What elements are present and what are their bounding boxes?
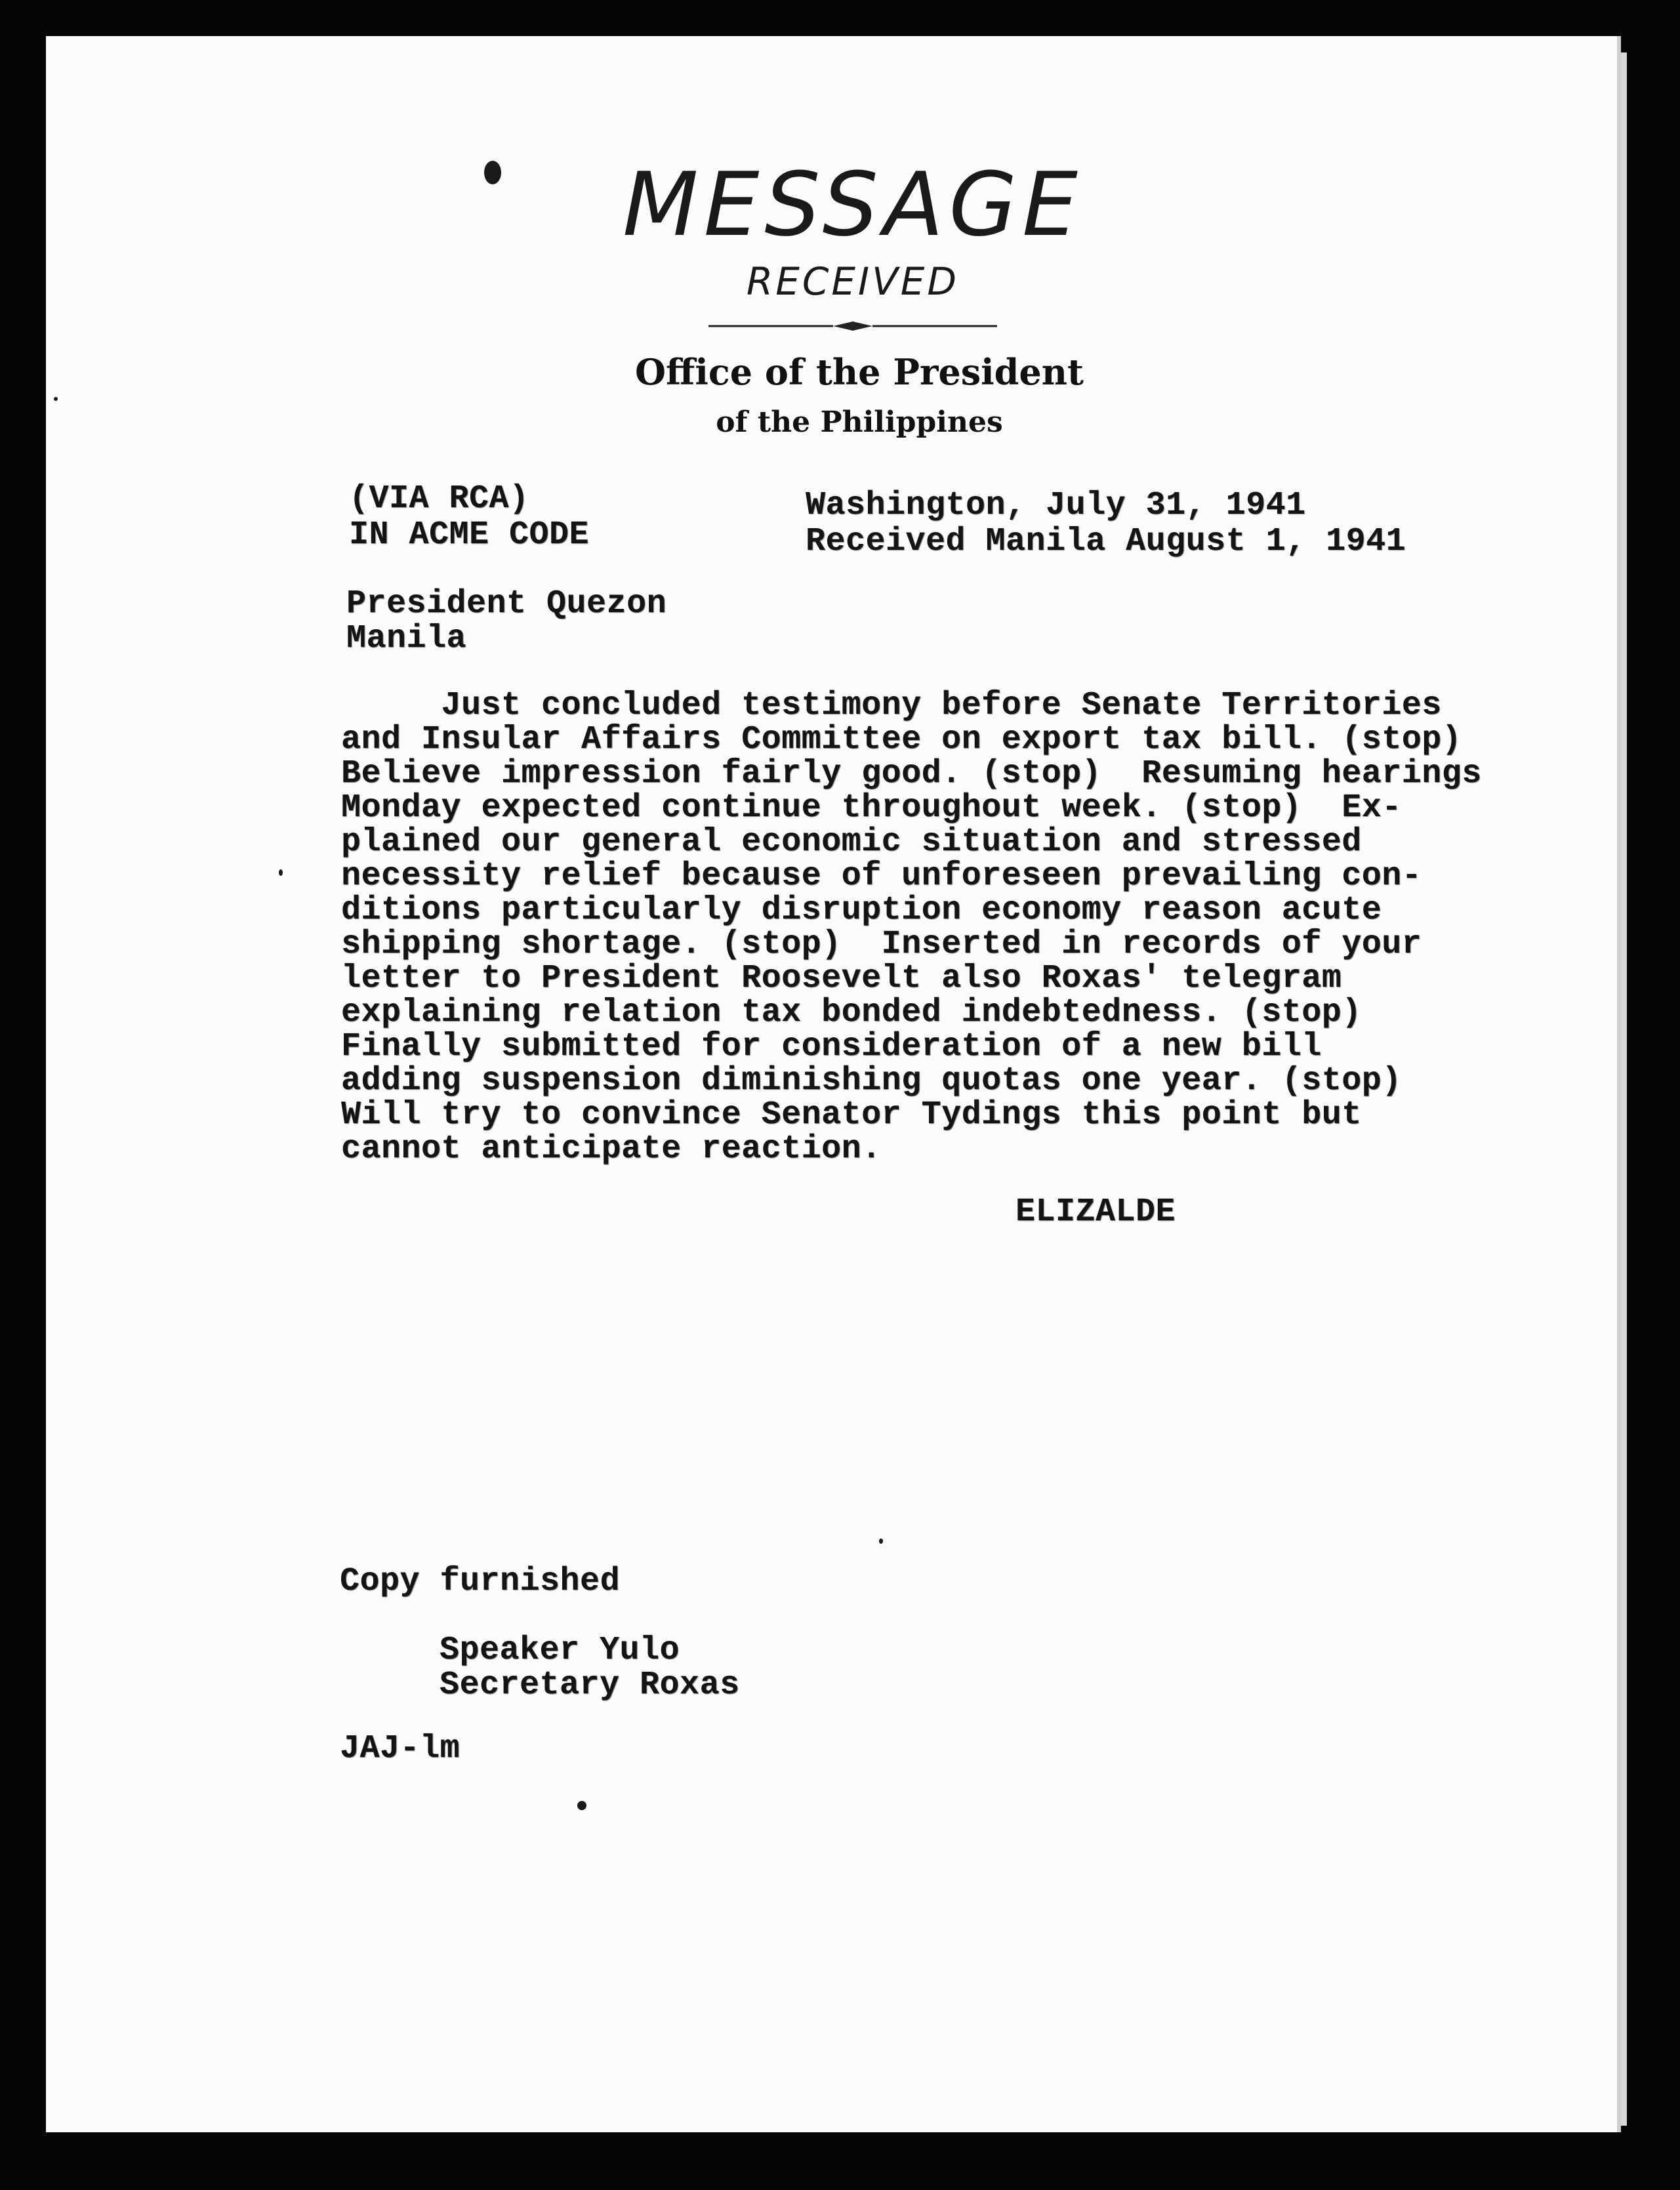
ink-blot bbox=[484, 161, 501, 184]
body-line: Believe impression fairly good. (stop) Resuming hearings bbox=[341, 755, 1482, 793]
ink-speck bbox=[577, 1801, 586, 1810]
masthead-ornament bbox=[708, 321, 997, 331]
body-line: shipping shortage. (stop) Inserted in records of your bbox=[341, 926, 1422, 963]
code-type: IN ACME CODE bbox=[349, 516, 590, 554]
body-line: Just concluded testimony before Senate Territories bbox=[341, 687, 1442, 724]
ink-speck bbox=[879, 1539, 883, 1544]
body-line: necessity relief because of unforeseen prevailing con- bbox=[341, 857, 1422, 895]
copy-recipient: Speaker Yulo bbox=[440, 1632, 680, 1669]
origin-date: Washington, July 31, 1941 bbox=[806, 487, 1306, 524]
body-line: Finally submitted for consideration of a new bill bbox=[341, 1028, 1322, 1065]
body-line: and Insular Affairs Committee on export tax bill. (stop) bbox=[341, 721, 1462, 758]
ink-speck bbox=[54, 397, 58, 401]
copy-furnished-label: Copy furnished bbox=[340, 1563, 621, 1600]
office-subheading: of the Philippines bbox=[716, 405, 1003, 439]
body-line: Will try to convince Senator Tydings this point but bbox=[341, 1096, 1362, 1134]
body-line: adding suspension diminishing quotas one year. (stop) bbox=[341, 1062, 1402, 1100]
body-line: cannot anticipate reaction. bbox=[341, 1130, 882, 1168]
addressee-city: Manila bbox=[346, 620, 467, 657]
addressee-name: President Quezon bbox=[346, 585, 667, 623]
body-line: Monday expected continue throughout week. (stop) Ex- bbox=[341, 789, 1402, 827]
masthead-subtitle: RECEIVED bbox=[746, 259, 960, 304]
masthead-title: MESSAGE bbox=[623, 154, 1083, 256]
received-date: Received Manila August 1, 1941 bbox=[806, 523, 1406, 560]
message-body bbox=[341, 689, 1522, 1174]
transmission-route: (VIA RCA) bbox=[349, 480, 529, 518]
body-line: ditions particularly disruption economy reason acute bbox=[341, 892, 1382, 929]
body-line: plained our general economic situation and stressed bbox=[341, 823, 1362, 861]
copy-recipient: Secretary Roxas bbox=[440, 1666, 740, 1704]
typist-initials: JAJ-lm bbox=[340, 1730, 461, 1767]
office-heading: Office of the President bbox=[635, 351, 1084, 393]
ink-speck bbox=[279, 869, 283, 876]
signature: ELIZALDE bbox=[1015, 1193, 1176, 1231]
body-line: letter to President Roosevelt also Roxas' telegram bbox=[341, 960, 1342, 997]
body-line: explaining relation tax bonded indebtedness. (stop) bbox=[341, 994, 1362, 1031]
